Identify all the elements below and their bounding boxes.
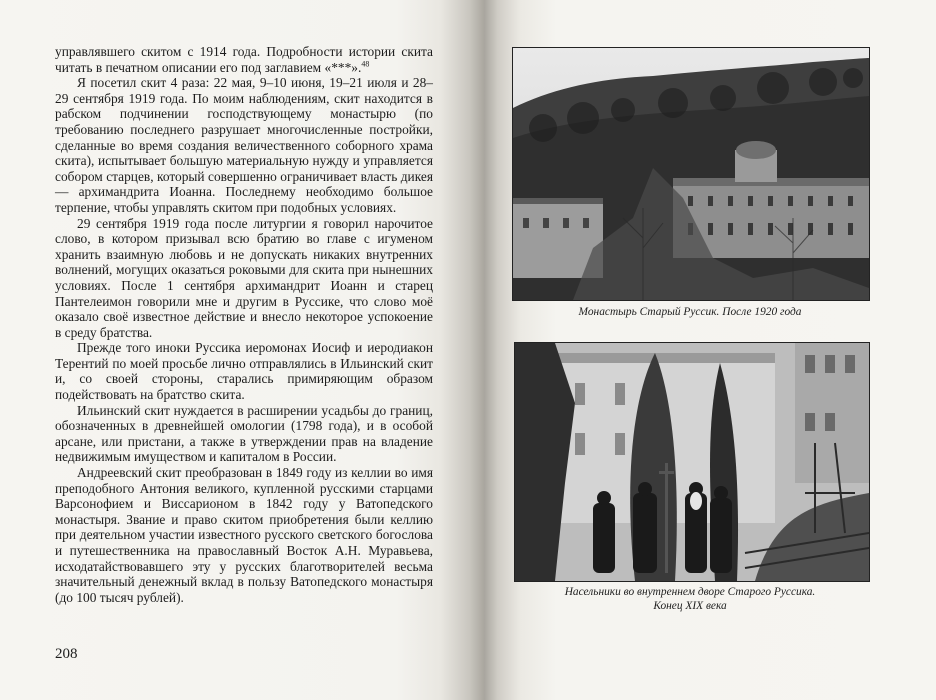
paragraph: Прежде того иноки Руссика иеромонах Иосиф и иеродиакон Терентий по моей просьбе лично отправлялись в Ильинский скит и, со своей стороны, старались примиряющим образом подействовать на братство скита. <box>55 340 433 403</box>
paragraph: Ильинский скит нуждается в расширении усадьбы до границ, обозначенных в древнейшей омологии (1798 года), и в особой арсане, или пристани, а также в утверждении прав на владение недвижимым имуществом и капиталом в России. <box>55 402 433 465</box>
paragraph: Я посетил скит 4 раза: 22 мая, 9–10 июня, 19–21 июля и 28–29 сентября 1919 года. По моим наблюдениям, скит находится в рабском подчинении господствующему монастырю (по требованию последнего разрушает многочисленные постройки, сделанные во время создания величественного соборного храма скита), испытывает большую материальную нужду и управляется собором старцев, который совершенно ограничивает власть дикея — архимандрита Иоанна. Последнему необходимо большое терпение, чтобы управлять скитом при подобных условиях. <box>55 75 433 215</box>
photo-caption: Монастырь Старый Руссик. После 1920 года <box>578 306 802 318</box>
caption-line: Конец XIX века <box>653 600 727 612</box>
monastery-photo <box>512 47 870 301</box>
body-text <box>55 44 433 605</box>
page-number: 208 <box>55 646 78 662</box>
paragraph: управлявшего скитом с 1914 года. Подробности истории скита читать в печатном описании его под заглавием «***».$^{48}$ <box>55 44 433 75</box>
photo-caption <box>512 585 868 613</box>
monks-courtyard-photo <box>514 342 870 582</box>
paragraph: 29 сентября 1919 года после литургии я говорил нарочитое слово, в котором призывал всю братию во главе с игуменом хранить взаимную любовь и не допускать никаких внутренних волнений, могущих оказаться роковыми для скита при нынешних условиях. После 1 сентября архимандрит Иоанн и старец Пантелеимон говорили мне и другим в Руссике, что слово моё оказало своё известное действие и внесло некоторое успокоение в среду братства. <box>55 215 433 340</box>
footnote-ref: 48 <box>361 59 370 69</box>
caption-line: Насельники во внутреннем дворе Старого Руссика. <box>564 586 816 598</box>
paragraph: Андреевский скит преобразован в 1849 году из келлии во имя преподобного Антония великого, купленной русскими старцами Варсонофием и Виссарионом в 1842 году у Ватопедского монастыря. Звание и право скитом приобретения были келлию при деятельном участии известного русского светского богослова и путешественника на православный Восток А.Н. Муравьева, исходатайствовавшего эту у русских благотворителей весьма значительный денежный вклад в пользу Ватопедского монастыря (до 100 тысяч рублей). <box>55 465 433 605</box>
